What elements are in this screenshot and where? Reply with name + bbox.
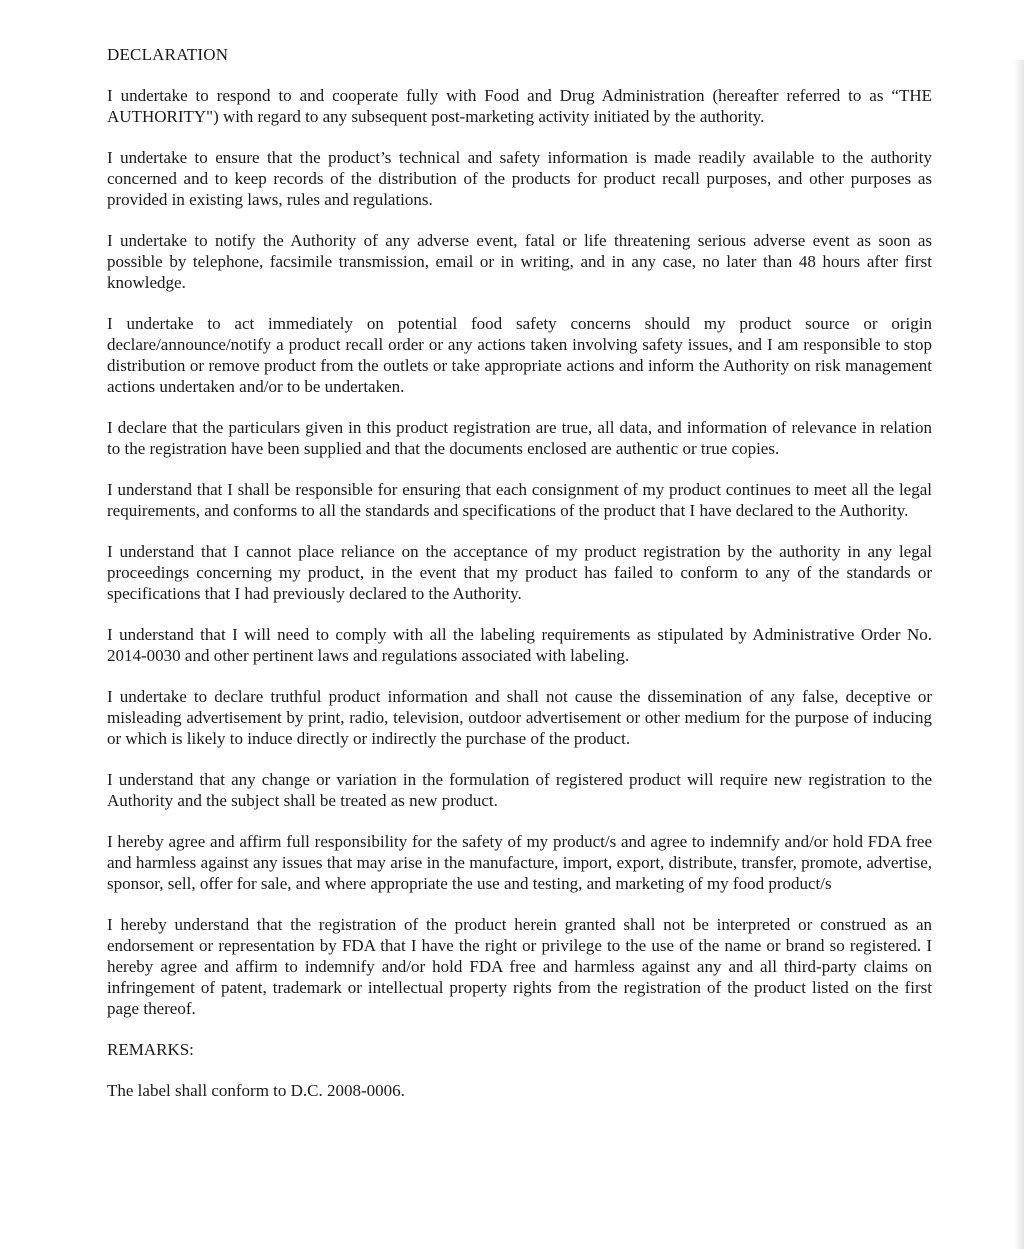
document-content	[107, 44, 932, 1101]
paragraph-formulation-change: I understand that any change or variation in the formulation of registered product will require new registration to the Authority and the subject shall be treated as new product.	[107, 770, 932, 810]
remarks-label: REMARKS:	[107, 1040, 194, 1059]
paragraph-labeling: I understand that I will need to comply with all the labeling requirements as stipulated by Administrative Order No. 2014-0030 and other pertinent laws and regulations associated with labeling.	[107, 625, 932, 665]
paragraph-endorsement: I hereby understand that the registration of the product herein granted shall not be interpreted or construed as an endorsement or representation by FDA that I have the right or privilege to the use of the name or brand so registered. I hereby agree and affirm to indemnify and/or hold FDA free and harmless against any and all third-party claims on infringement of patent, trademark or intellectual property rights from the registration of the product listed on the first page thereof.	[107, 915, 932, 1018]
paragraph-consignment: I understand that I shall be responsible for ensuring that each consignment of my product continues to meet all the legal requirements, and conforms to all the standards and specifications of the product that I have declared to the Authority.	[107, 480, 932, 520]
paragraph-reliance: I understand that I cannot place reliance on the acceptance of my product registration by the authority in any legal proceedings concerning my product, in the event that my product has failed to conform to any of the standards or specifications that I had previously declared to the Authority.	[107, 542, 932, 603]
paragraph-cooperate: I undertake to respond to and cooperate fully with Food and Drug Administration (hereafter referred to as “THE AUTHORITY") with regard to any subsequent post-marketing activity initiated by the authority.	[107, 86, 932, 126]
paragraph-responsibility: I hereby agree and affirm full responsibility for the safety of my product/s and agree to indemnify and/or hold FDA free and harmless against any issues that may arise in the manufacture, import, export, distribute, transfer, promote, advertise, sponsor, sell, offer for sale, and where appropriate the use and testing, and marketing of my food product/s	[107, 832, 932, 893]
paragraph-truthful-info: I undertake to declare truthful product information and shall not cause the dissemination of any false, deceptive or misleading advertisement by print, radio, television, outdoor advertisement or other medium for the purpose of inducing or which is likely to induce directly or indirectly the purchase of the product.	[107, 687, 932, 748]
paragraph-technical-info: I undertake to ensure that the product’s technical and safety information is made readily available to the authority concerned and to keep records of the distribution of the products for product recall purposes, and other purposes as provided in existing laws, rules and regulations.	[107, 148, 932, 209]
declaration-heading: DECLARATION	[107, 45, 229, 64]
paragraph-food-safety: I undertake to act immediately on potential food safety concerns should my product source or origin declare/announce/notify a product recall order or any actions taken involving safety issues, and I am responsible to stop distribution or remove product from the outlets or take appropriate actions and inform the Authority on risk management actions undertaken and/or to be undertaken.	[107, 314, 932, 396]
page-edge-shadow	[1014, 60, 1024, 1249]
remarks-text: The label shall conform to D.C. 2008-0006.	[107, 1081, 405, 1100]
paragraph-particulars-true: I declare that the particulars given in this product registration are true, all data, and information of relevance in relation to the registration have been supplied and that the documents enclosed are authentic or true copies.	[107, 418, 932, 458]
paragraph-adverse-event: I undertake to notify the Authority of any adverse event, fatal or life threatening serious adverse event as soon as possible by telephone, facsimile transmission, email or in writing, and in any case, no later than 48 hours after first knowledge.	[107, 231, 932, 292]
